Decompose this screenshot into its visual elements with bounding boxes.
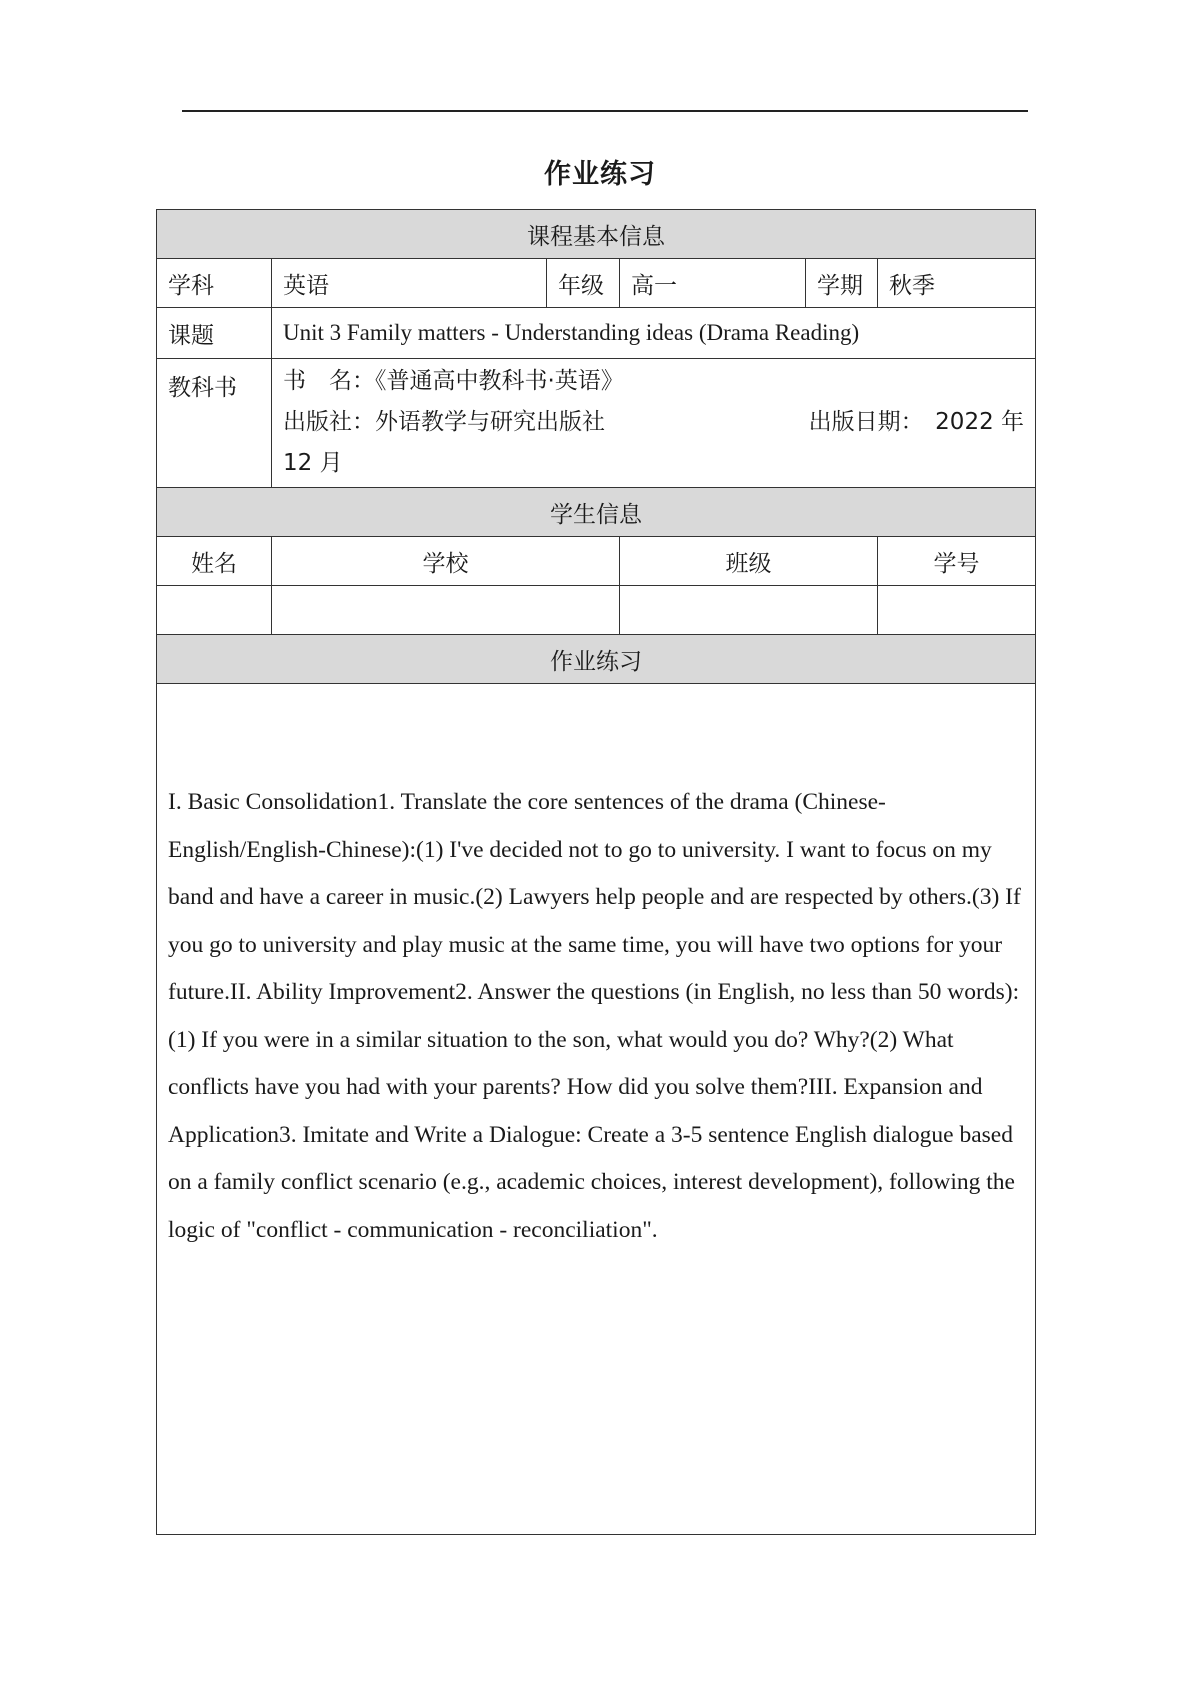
course-info-header-row — [157, 210, 1036, 259]
grade-value: 高一 — [620, 259, 806, 308]
term-value: 秋季 — [878, 259, 1036, 308]
topic-row — [157, 308, 1036, 359]
homework-form-table — [156, 209, 1036, 1535]
subject-label: 学科 — [157, 259, 272, 308]
exercise-text: I. Basic Consolidation1. Translate the core sentences of the drama (Chinese-English/English-Chinese):(1) I've decided not to go to university. I want to focus on my band and have a career in music.(2) Lawyers help people and are respected by others.(3) If you go to university and play music at the same time, you will have two options for your future.II. Ability Improvement2. Answer the questions (in English, no less than 50 words):(1) If you were in a similar situation to the son, what would you do? Why?(2) What conflicts have you had with your parents? How did you solve them?III. Expansion and Application3. Imitate and Write a Dialogue: Create a 3-5 sentence English dialogue based on a family conflict scenario (e.g., academic choices, interest development), following the logic of "conflict - communication - reconciliation". — [168, 789, 1021, 1243]
document-title: 作业练习 — [544, 159, 656, 190]
header-rule — [182, 110, 1028, 112]
name-label: 姓名 — [157, 537, 272, 586]
textbook-publisher: 出版社：外语教学与研究出版社 — [283, 409, 605, 435]
course-info-section-label: 课程基本信息 — [157, 210, 1036, 259]
textbook-info — [272, 359, 1036, 488]
name-field[interactable] — [157, 586, 272, 635]
class-field[interactable] — [620, 586, 878, 635]
student-id-label: 学号 — [878, 537, 1036, 586]
textbook-label: 教科书 — [157, 359, 272, 488]
grade-label: 年级 — [547, 259, 620, 308]
student-values-row — [157, 586, 1036, 635]
term-label: 学期 — [806, 259, 878, 308]
subject-row — [157, 259, 1036, 308]
textbook-row — [157, 359, 1036, 488]
topic-value: Unit 3 Family matters - Understanding ideas (Drama Reading) — [272, 308, 1036, 359]
topic-label: 课题 — [157, 308, 272, 359]
student-labels-row — [157, 537, 1036, 586]
school-label: 学校 — [272, 537, 620, 586]
school-field[interactable] — [272, 586, 620, 635]
exercise-content-cell — [157, 684, 1036, 1535]
student-id-field[interactable] — [878, 586, 1036, 635]
exercise-content-row — [157, 684, 1036, 1535]
textbook-publisher-line — [283, 402, 1024, 443]
student-info-section-label: 学生信息 — [157, 488, 1036, 537]
textbook-publish-month: 12 月 — [283, 450, 343, 476]
class-label: 班级 — [620, 537, 878, 586]
exercise-section-label: 作业练习 — [157, 635, 1036, 684]
textbook-publish-date: 出版日期： 2022 年 — [808, 409, 1025, 435]
subject-value: 英语 — [272, 259, 547, 308]
student-info-header-row — [157, 488, 1036, 537]
textbook-name: 书 名：《普通高中教科书·英语》 — [283, 368, 624, 394]
exercise-header-row — [157, 635, 1036, 684]
